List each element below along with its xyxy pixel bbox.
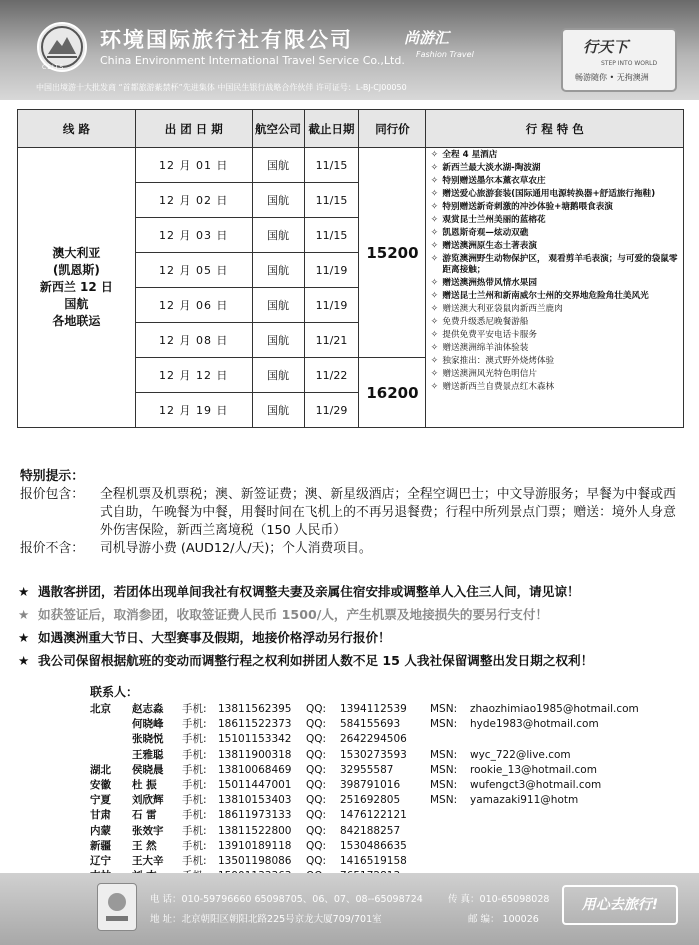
airline: 国航: [252, 148, 304, 183]
feature-text: 新西兰最大淡水湖-陶波湖: [442, 163, 541, 173]
contact-msn: zhaozhimiao1985@hotmail.com: [470, 703, 639, 715]
header-price: 同行价: [359, 110, 426, 148]
sparkle-icon: ✧: [430, 356, 439, 366]
feature-item: [426, 317, 681, 328]
contact-name: 侯晓晨: [132, 763, 164, 776]
contact-mobile: 13811900318: [218, 748, 292, 761]
footer-fax: 传 真：010-65098028: [448, 894, 550, 905]
airline: 国航: [252, 183, 304, 218]
contact-row: [90, 793, 650, 808]
feature-text: 赠送澳洲热带风情水果园: [442, 278, 537, 288]
sparkle-icon: ✧: [430, 228, 439, 238]
star-notice-text: 我公司保留根据航班的变动而调整行程之权利如拼团人数不足 15 人我社保留调整出发日期之权利！: [38, 653, 594, 668]
sparkle-icon: ✧: [430, 369, 439, 379]
slogan-badge-subtitle: STEP INTO WORLD: [601, 60, 658, 67]
header-airline: 航空公司: [252, 110, 304, 148]
contact-region: 宁夏: [90, 794, 111, 807]
contact-qq: 1394112539: [340, 703, 407, 715]
feature-item: [426, 330, 681, 341]
contact-qq: 1476122121: [340, 809, 407, 822]
price-cell: 15200: [359, 148, 426, 358]
contact-region: 安徽: [90, 778, 111, 791]
feature-text: 赠送新西兰自费景点红木森林: [442, 382, 555, 392]
contact-name: 赵志淼: [132, 703, 164, 715]
contact-qq: 584155693: [340, 718, 401, 731]
msn-label: MSN:: [430, 748, 458, 761]
header-credentials: 中国出境游十大批发商 “首都旅游紫禁杯”先进集体 中国民生银行战略合作伙伴 许可证号：L-BJ-CJ00050: [36, 83, 407, 92]
mobile-label: 手机:: [182, 778, 207, 791]
feature-text: 游览澳洲野生动物保护区， 观看剪羊毛表演；与可爱的袋鼠零距离接触；: [442, 254, 678, 275]
contact-qq: 1530273593: [340, 748, 407, 761]
qq-label: QQ:: [306, 703, 327, 715]
contact-region: 甘肃: [90, 809, 111, 822]
contact-name: 张晓悦: [132, 733, 164, 746]
slogan-badge-title: 行天下: [583, 38, 629, 56]
msn-label: MSN:: [430, 778, 458, 791]
contact-row: [90, 763, 650, 778]
contact-qq: 1416519158: [340, 854, 407, 867]
sparkle-icon: ✧: [430, 304, 439, 314]
msn-label: MSN:: [430, 794, 458, 807]
contact-mobile: 15011447001: [218, 778, 292, 791]
airline: 国航: [252, 323, 304, 358]
sparkle-icon: ✧: [430, 382, 439, 392]
contact-region: 新疆: [90, 839, 111, 852]
feature-item: [426, 215, 681, 226]
excludes-text: 司机导游小费 (AUD12/人/天)；个人消费项目。: [100, 541, 372, 556]
sparkle-icon: ✧: [430, 202, 439, 212]
feature-text: 特别赠送墨尔本薰衣草农庄: [442, 176, 546, 186]
feature-text: 特别赠送新奇刺激的冲沙体验+塘鹅喂食表演: [442, 202, 613, 212]
feature-item: [426, 202, 681, 213]
mobile-label: 手机:: [182, 809, 207, 822]
feature-text: 赠送澳洲风光特色明信片: [442, 369, 537, 379]
contact-row: [90, 717, 650, 732]
header-date: 出 团 日 期: [135, 110, 252, 148]
star-icon: ★: [18, 607, 30, 622]
mobile-label: 手机:: [182, 718, 207, 731]
sparkle-icon: ✧: [430, 189, 439, 199]
star-icon: ★: [18, 653, 30, 668]
footer-slogan: 用心去旅行!: [562, 885, 678, 925]
table-header-row: [18, 110, 684, 148]
mobile-label: 手机:: [182, 703, 207, 715]
contact-row: [90, 748, 650, 763]
qq-label: QQ:: [306, 854, 327, 867]
mobile-label: 手机:: [182, 794, 207, 807]
star-notice-text: 遇散客拼团，若团体出现单间我社有权调整夫妻及亲属住宿安排或调整单人入住三人间，请见谅！: [38, 584, 580, 599]
deadline: 11/29: [304, 393, 359, 428]
mobile-label: 手机:: [182, 839, 207, 852]
feature-text: 赠送澳洲绵羊油体验装: [442, 343, 529, 353]
feature-item: [426, 189, 681, 200]
excludes-label: 报价不含：: [20, 541, 84, 556]
contact-msn: hyde1983@hotmail.com: [470, 718, 599, 731]
airline: 国航: [252, 253, 304, 288]
feature-list: [426, 150, 681, 393]
qq-label: QQ:: [306, 809, 327, 822]
departure-date: 12 月 08 日: [135, 323, 252, 358]
header-route: 线 路: [18, 110, 136, 148]
contact-row: [90, 854, 650, 869]
contact-name: 杜 振: [132, 778, 157, 791]
qq-label: QQ:: [306, 733, 327, 746]
page-header: [0, 0, 699, 100]
mascot-icon: [98, 884, 136, 930]
route-line: 国航: [64, 297, 89, 311]
footer-phone: 电 话：010-59796660 65098705、06、07、08--65098724: [150, 894, 423, 905]
company-name-cn: 环境国际旅行社有限公司: [100, 28, 353, 52]
contact-region: 北京: [90, 703, 111, 715]
msn-label: MSN:: [430, 718, 458, 731]
msn-label: MSN:: [430, 763, 458, 776]
page-footer: [0, 873, 699, 945]
contact-mobile: 13810068469: [218, 763, 292, 776]
contact-list: [90, 702, 650, 884]
company-name-en: China Environment International Travel Service Co.,Ltd.: [100, 54, 405, 67]
sparkle-icon: ✧: [430, 176, 439, 186]
feature-text: 赠送爱心旅游套装(国际通用电源转换器+舒适旅行拖鞋): [442, 189, 656, 199]
sparkle-icon: ✧: [430, 241, 439, 251]
feature-text: 凯恩斯奇观—炫动双礁: [442, 228, 529, 238]
contact-region: 辽宁: [90, 854, 111, 867]
feature-item: [426, 241, 681, 252]
contact-name: 张效宇: [132, 824, 164, 837]
departure-date: 12 月 02 日: [135, 183, 252, 218]
contact-mobile: 13810153403: [218, 794, 292, 807]
sparkle-icon: ✧: [430, 278, 439, 288]
slogan-badge: [561, 28, 677, 92]
qq-label: QQ:: [306, 748, 327, 761]
departure-date: 12 月 01 日: [135, 148, 252, 183]
contact-mobile: 13811562395: [218, 703, 292, 715]
table-row: [18, 148, 684, 183]
feature-item: [426, 163, 681, 174]
route-cell: [18, 148, 136, 428]
contact-qq: 842188257: [340, 824, 401, 837]
contact-mobile: 15101153342: [218, 733, 292, 746]
airline: 国航: [252, 393, 304, 428]
brand-name-cn: 尚游汇: [404, 29, 450, 47]
feature-item: [426, 176, 681, 187]
sparkle-icon: ✧: [430, 254, 439, 264]
sparkle-icon: ✧: [430, 150, 439, 160]
contact-name: 刘欣辉: [132, 794, 164, 807]
contact-mobile: 13501198086: [218, 854, 292, 867]
contact-mobile: 13910189118: [218, 839, 292, 852]
airline: 国航: [252, 288, 304, 323]
departure-date: 12 月 19 日: [135, 393, 252, 428]
contact-region: [90, 732, 132, 747]
star-notice-list: [18, 580, 690, 672]
special-notes: [20, 468, 685, 558]
contact-mobile: 18611522373: [218, 718, 292, 731]
feature-text: 独家推出：澳式野外烧烤体验: [442, 356, 555, 366]
contacts-title: 联系人：: [90, 685, 139, 699]
deadline: 11/15: [304, 183, 359, 218]
features-cell: [426, 148, 684, 428]
contacts-section: [90, 683, 650, 884]
star-notice: [18, 649, 690, 672]
brand-name-en: Fashion Travel: [416, 50, 474, 59]
sparkle-icon: ✧: [430, 215, 439, 225]
contact-row: [90, 732, 650, 747]
qq-label: QQ:: [306, 839, 327, 852]
logo-label: CEITS: [42, 64, 65, 71]
route-line: 澳大利亚: [52, 246, 101, 260]
feature-item: [426, 304, 681, 315]
feature-item: [426, 382, 681, 393]
airline: 国航: [252, 218, 304, 253]
includes-text: 全程机票及机票税；澳、新签证费；澳、新星级酒店；全程空调巴士；中文导游服务；早餐为中餐或西式自助，午晚餐为中餐，用餐时间在飞机上的不再另退餐费；行程中所列景点门票；赠送：境外人身意外伤害保险，新西兰离境税（150 人民币）: [100, 487, 676, 538]
contact-mobile: 13811522800: [218, 824, 292, 837]
sparkle-icon: ✧: [430, 291, 439, 301]
contact-row: [90, 702, 650, 717]
star-notice: [18, 603, 690, 626]
contact-name: 王大辛: [132, 854, 164, 867]
deadline: 11/15: [304, 218, 359, 253]
contact-qq: 1530486635: [340, 839, 407, 852]
deadline: 11/21: [304, 323, 359, 358]
departure-date: 12 月 12 日: [135, 358, 252, 393]
contact-msn: rookie_13@hotmail.com: [470, 763, 597, 776]
footer-logo: [97, 883, 137, 931]
deadline: 11/15: [304, 148, 359, 183]
sparkle-icon: ✧: [430, 163, 439, 173]
contact-msn: yamazaki911@hotm: [470, 794, 579, 807]
contact-msn: wufengct3@hotmail.com: [470, 778, 602, 791]
contact-region: 湖北: [90, 763, 111, 776]
contact-name: 石 雷: [132, 809, 157, 822]
contact-region: 内蒙: [90, 824, 111, 837]
price-excludes: [20, 540, 685, 558]
feature-item: [426, 278, 681, 289]
msn-label: MSN:: [430, 703, 458, 715]
footer-address: 地 址：北京朝阳区朝阳北路225号京龙大厦709/701室: [150, 914, 382, 925]
route-line: (凯恩斯): [52, 263, 100, 277]
contact-region: [90, 717, 132, 732]
route-line: 各地联运: [52, 314, 101, 328]
feature-text: 赠送澳大利亚袋鼠肉新西兰鹿肉: [442, 304, 563, 314]
star-notice-text: 如获签证后，取消参团，收取签证费人民币 1500/人，产生机票及地接损失的要另行支付！: [38, 607, 549, 622]
contact-name: 王 然: [132, 839, 157, 852]
notes-title: 特别提示：: [20, 469, 84, 484]
itinerary-table: [17, 109, 684, 428]
star-icon: ★: [18, 630, 30, 645]
slogan-badge-text: 畅游随你 • 无拘澳洲: [575, 73, 649, 82]
feature-text: 免费升级悉尼晚餐游船: [442, 317, 529, 327]
sparkle-icon: ✧: [430, 317, 439, 327]
departure-date: 12 月 05 日: [135, 253, 252, 288]
contact-name: 王雅聪: [132, 748, 164, 761]
contact-qq: 398791016: [340, 778, 401, 791]
sparkle-icon: ✧: [430, 343, 439, 353]
contact-qq: 251692805: [340, 794, 401, 807]
header-features: 行 程 特 色: [426, 110, 684, 148]
qq-label: QQ:: [306, 824, 327, 837]
qq-label: QQ:: [306, 778, 327, 791]
includes-label: 报价包含：: [20, 487, 84, 502]
feature-item: [426, 343, 681, 354]
contact-row: [90, 808, 650, 823]
header-deadline: 截止日期: [304, 110, 359, 148]
contact-qq: 2642294506: [340, 733, 407, 746]
feature-item: [426, 291, 681, 302]
contact-mobile: 18611973133: [218, 809, 292, 822]
departure-date: 12 月 03 日: [135, 218, 252, 253]
deadline: 11/22: [304, 358, 359, 393]
feature-text: 赠送昆士兰州和新南威尔士州的交界地危险角壮美风光: [442, 291, 649, 301]
feature-text: 全程 4 星酒店: [442, 150, 498, 160]
contact-row: [90, 839, 650, 854]
departure-date: 12 月 06 日: [135, 288, 252, 323]
footer-zip: 邮 编： 100026: [468, 914, 539, 925]
feature-text: 赠送澳洲原生态土著表演: [442, 241, 537, 251]
feature-item: [426, 356, 681, 367]
price-includes: [20, 486, 685, 540]
feature-text: 观赏昆士兰州美丽的蓝榕花: [442, 215, 546, 225]
star-icon: ★: [18, 584, 30, 599]
feature-item: [426, 150, 681, 161]
feature-item: [426, 228, 681, 239]
sparkle-icon: ✧: [430, 330, 439, 340]
star-notice-text: 如遇澳洲重大节日、大型赛事及假期，地接价格浮动另行报价！: [38, 630, 391, 645]
qq-label: QQ:: [306, 794, 327, 807]
star-notice: [18, 626, 690, 649]
mobile-label: 手机:: [182, 763, 207, 776]
mobile-label: 手机:: [182, 824, 207, 837]
qq-label: QQ:: [306, 718, 327, 731]
mobile-label: 手机:: [182, 748, 207, 761]
contact-row: [90, 778, 650, 793]
mobile-label: 手机:: [182, 854, 207, 867]
deadline: 11/19: [304, 288, 359, 323]
contact-row: [90, 824, 650, 839]
contact-qq: 32955587: [340, 763, 394, 776]
price-cell: 16200: [359, 358, 426, 428]
star-notice: [18, 580, 690, 603]
contact-msn: wyc_722@live.com: [470, 748, 571, 761]
qq-label: QQ:: [306, 763, 327, 776]
route-line: 新西兰 12 日: [39, 280, 113, 294]
mobile-label: 手机:: [182, 733, 207, 746]
feature-item: [426, 254, 681, 276]
contact-region: [90, 748, 132, 763]
contact-name: 何晓峰: [132, 718, 164, 731]
deadline: 11/19: [304, 253, 359, 288]
feature-item: [426, 369, 681, 380]
feature-text: 提供免费平安电话卡服务: [442, 330, 537, 340]
airline: 国航: [252, 358, 304, 393]
